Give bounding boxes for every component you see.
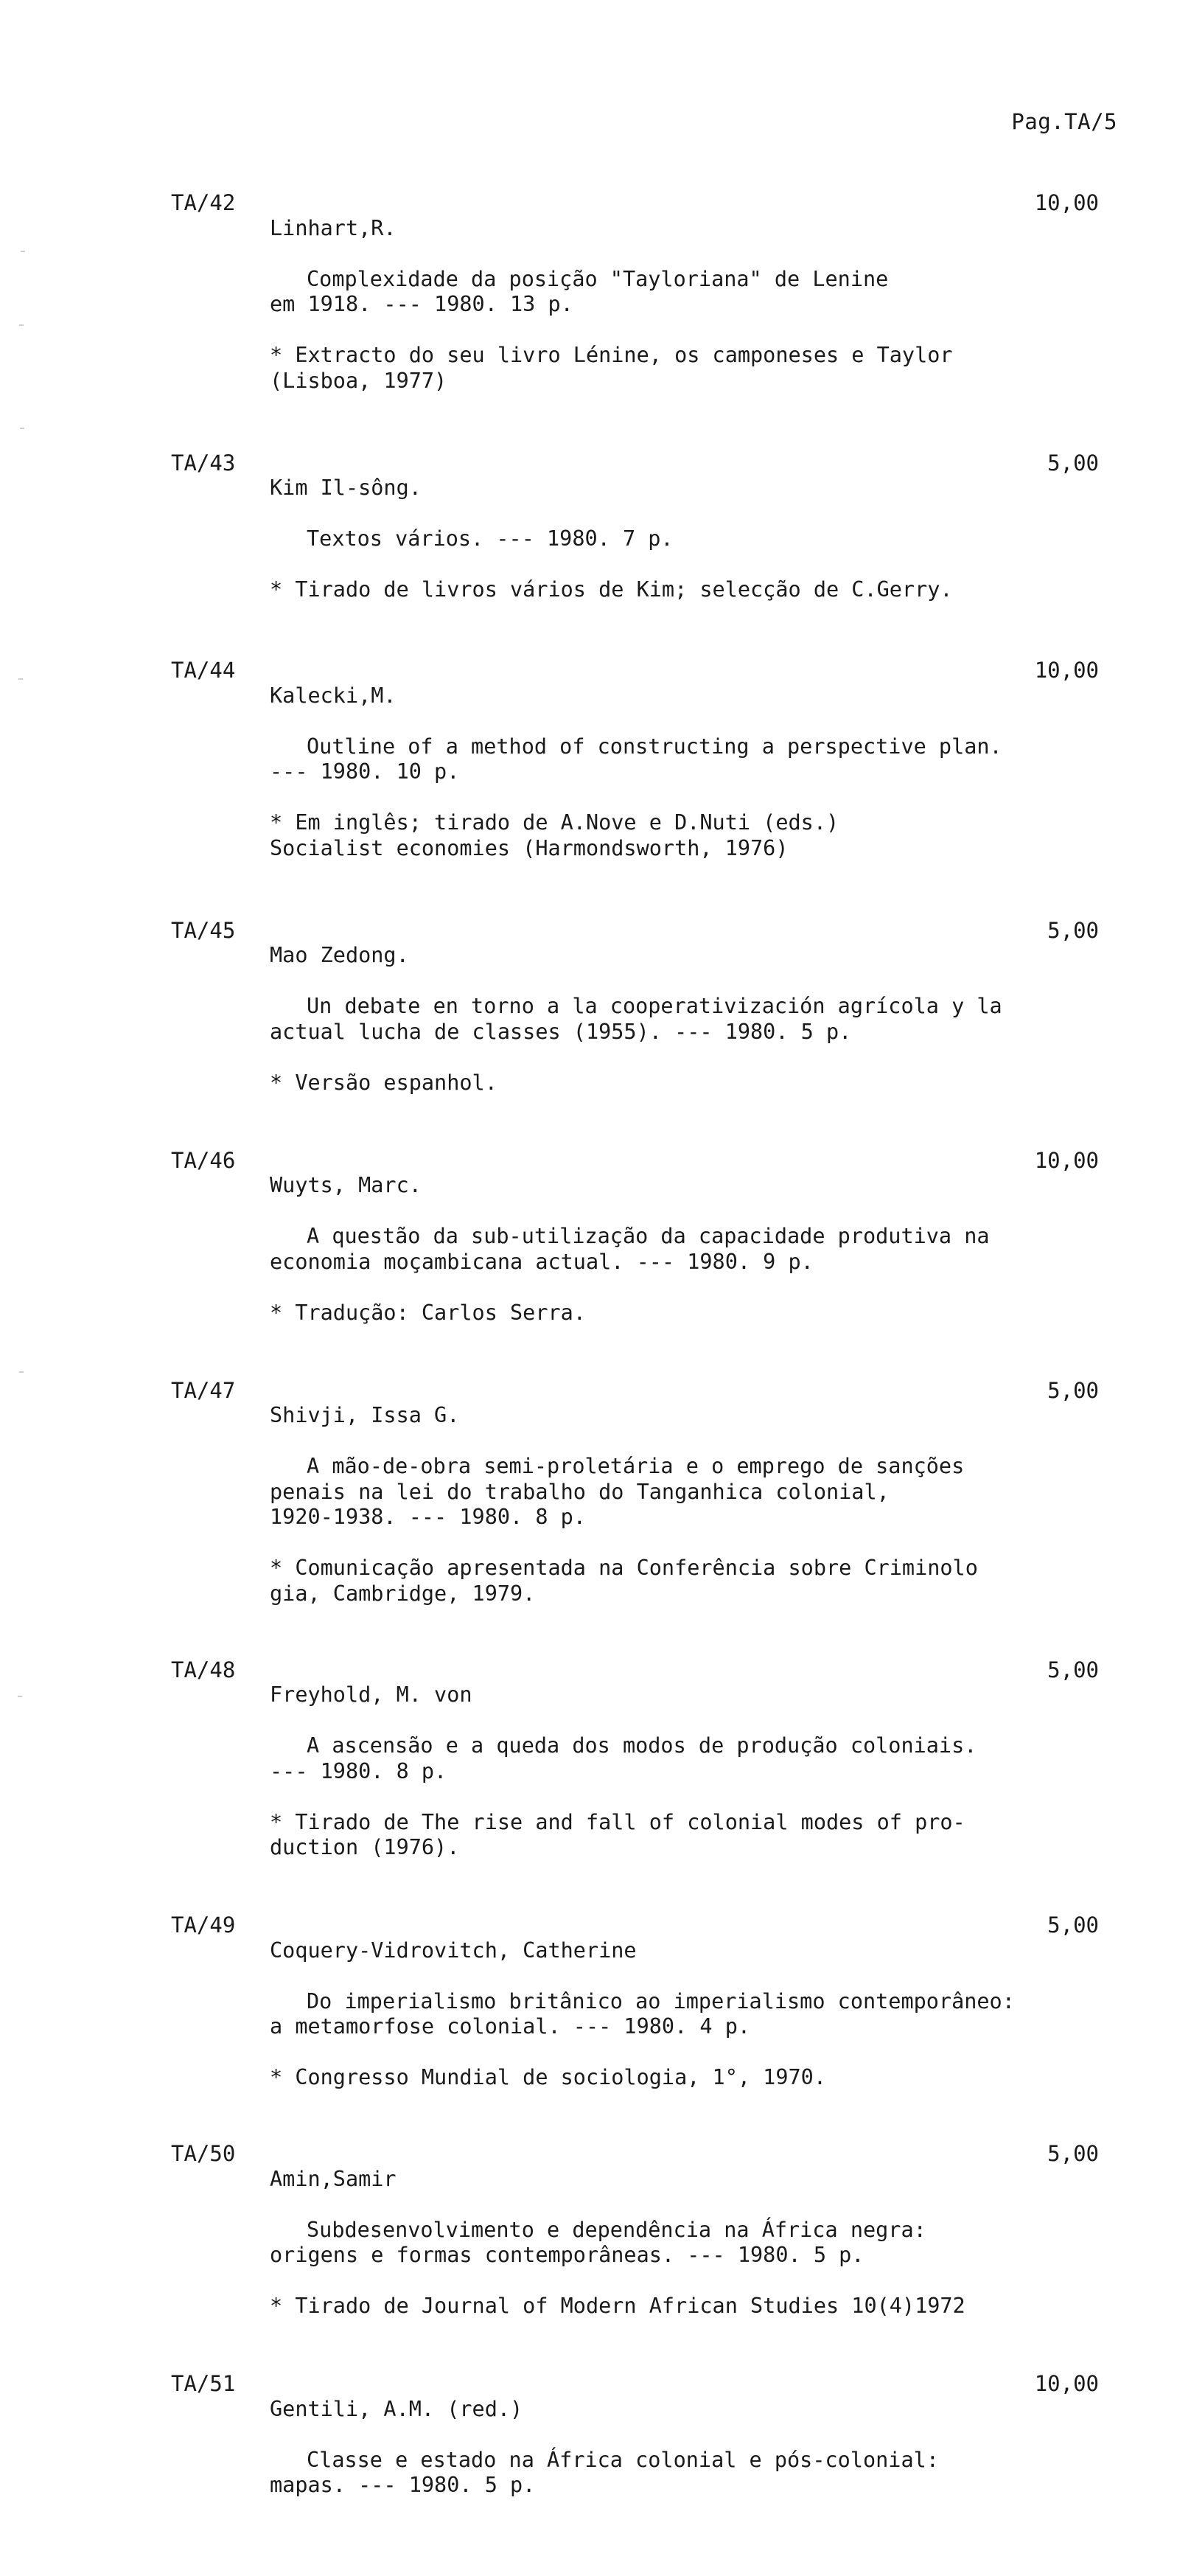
entry-author: Linhart,R.	[270, 215, 397, 240]
entry-price: 10,00	[1034, 1147, 1099, 1173]
entry-title: Textos vários. --- 1980. 7 p.	[307, 526, 674, 551]
entry-author: Gentili, A.M. (red.)	[270, 2396, 523, 2421]
entry-title: Do imperialismo britânico ao imperialismo contemporâneo: a metamorfose colonial. --- 1980. 4 p.	[270, 1988, 1015, 2039]
entry-title: Subdesenvolvimento e dependência na África negra: origens e formas contemporâneas. --- 1980. 5 p.	[270, 2217, 926, 2267]
entry-code: TA/50	[171, 2141, 236, 2166]
entry-author: Mao Zedong.	[270, 943, 409, 967]
entry-price: 5,00	[1047, 450, 1099, 476]
catalogue-entry	[0, 918, 1191, 1121]
entry-note: * Tirado de Journal of Modern African Studies 10(4)1972	[270, 2294, 965, 2318]
entry-note: * Tirado de The rise and fall of colonial modes of pro- duction (1976).	[270, 1809, 965, 1859]
entry-price: 10,00	[1034, 190, 1099, 215]
entry-code: TA/51	[171, 2371, 236, 2396]
entry-price: 5,00	[1047, 917, 1099, 943]
entry-note: * Congresso Mundial de sociologia, 1°, 1970.	[270, 2065, 826, 2089]
scan-mark	[18, 678, 23, 680]
entry-author: Kalecki,M.	[270, 683, 397, 708]
entry-note: * Comunicação apresentada na Conferência sobre Criminolo gia, Cambridge, 1979.	[270, 1556, 978, 1606]
page-number-header: Pag.TA/5	[1011, 109, 1117, 134]
entry-title: A questão da sub-utilização da capacidade produtiva na economia moçambicana actual. --- 1980. 9 p.	[270, 1224, 990, 1274]
entry-author: Amin,Samir	[270, 2166, 397, 2191]
entry-price: 5,00	[1047, 1377, 1099, 1403]
entry-price: 5,00	[1047, 1912, 1099, 1938]
entry-title: A ascensão e a queda dos modos de produção coloniais. --- 1980. 8 p.	[270, 1733, 977, 1783]
catalogue-entry	[0, 1378, 1191, 1632]
catalogue-entry	[0, 1148, 1191, 1351]
entry-code: TA/48	[171, 1657, 236, 1682]
entry-code: TA/43	[171, 450, 236, 476]
entry-body	[270, 2371, 1029, 2549]
entry-code: TA/49	[171, 1912, 236, 1938]
catalogue-entry	[0, 658, 1191, 887]
entry-body	[270, 2141, 1029, 2344]
entry-body	[270, 1148, 1029, 1351]
entry-code: TA/46	[171, 1147, 236, 1173]
entry-code: TA/42	[171, 190, 236, 215]
scan-mark	[20, 428, 24, 429]
catalogue-entry	[0, 1912, 1191, 2116]
entry-code: TA/44	[171, 658, 236, 683]
entry-body	[270, 1378, 1029, 1632]
entry-price: 5,00	[1047, 1657, 1099, 1682]
entry-body	[270, 450, 1029, 629]
entry-body	[270, 658, 1029, 887]
entry-author: Wuyts, Marc.	[270, 1173, 422, 1197]
entry-note: * Versão espanhol.	[270, 1070, 497, 1095]
catalogue-entry	[0, 1657, 1191, 1887]
entry-author: Shivji, Issa G.	[270, 1403, 460, 1427]
entry-body	[270, 1657, 1029, 1887]
entry-title: Un debate en torno a la cooperativización agrícola y la actual lucha de classes (1955). --- 1980. 5 p.	[270, 994, 1002, 1044]
entry-note: * Tradução: Carlos Serra.	[270, 1300, 586, 1325]
entry-note: * Extracto do seu livro Lénine, os camponeses e Taylor (Lisboa, 1977)	[270, 343, 953, 393]
entry-price: 10,00	[1034, 658, 1099, 683]
entry-code: TA/47	[171, 1377, 236, 1403]
scan-mark	[19, 324, 24, 326]
scan-mark	[21, 251, 25, 252]
entry-body	[270, 918, 1029, 1121]
catalogue-entry	[0, 2141, 1191, 2344]
catalogue-entry	[0, 2371, 1191, 2549]
entry-author: Freyhold, M. von	[270, 1682, 472, 1707]
scan-mark	[18, 1696, 22, 1697]
entry-author: Coquery-Vidrovitch, Catherine	[270, 1938, 637, 1963]
entry-title: Classe e estado na África colonial e pós-colonial: mapas. --- 1980. 5 p.	[270, 2447, 939, 2497]
entry-code: TA/45	[171, 917, 236, 943]
catalogue-entry	[0, 450, 1191, 629]
catalogue-entry	[0, 190, 1191, 420]
entry-price: 10,00	[1034, 2371, 1099, 2396]
entry-body	[270, 190, 1029, 420]
entry-author: Kim Il-sông.	[270, 476, 422, 500]
entry-price: 5,00	[1047, 2141, 1099, 2166]
entry-note: * Em inglês; tirado de A.Nove e D.Nuti (eds.) Socialist economies (Harmondsworth, 1976)	[270, 810, 839, 860]
entry-title: Outline of a method of constructing a perspective plan. --- 1980. 10 p.	[270, 734, 1002, 784]
entry-body	[270, 1912, 1029, 2116]
entry-note: * Tirado de livros vários de Kim; selecção de C.Gerry.	[270, 577, 953, 602]
scan-mark	[19, 1371, 24, 1373]
entry-title: A mão-de-obra semi-proletária e o emprego de sanções penais na lei do trabalho do Tanganhica colonial, 1920-1938. --- 1980. 8 p.	[270, 1454, 965, 1529]
catalogue-entries	[0, 190, 1191, 2576]
entry-title: Complexidade da posição "Tayloriana" de Lenine em 1918. --- 1980. 13 p.	[270, 266, 889, 316]
